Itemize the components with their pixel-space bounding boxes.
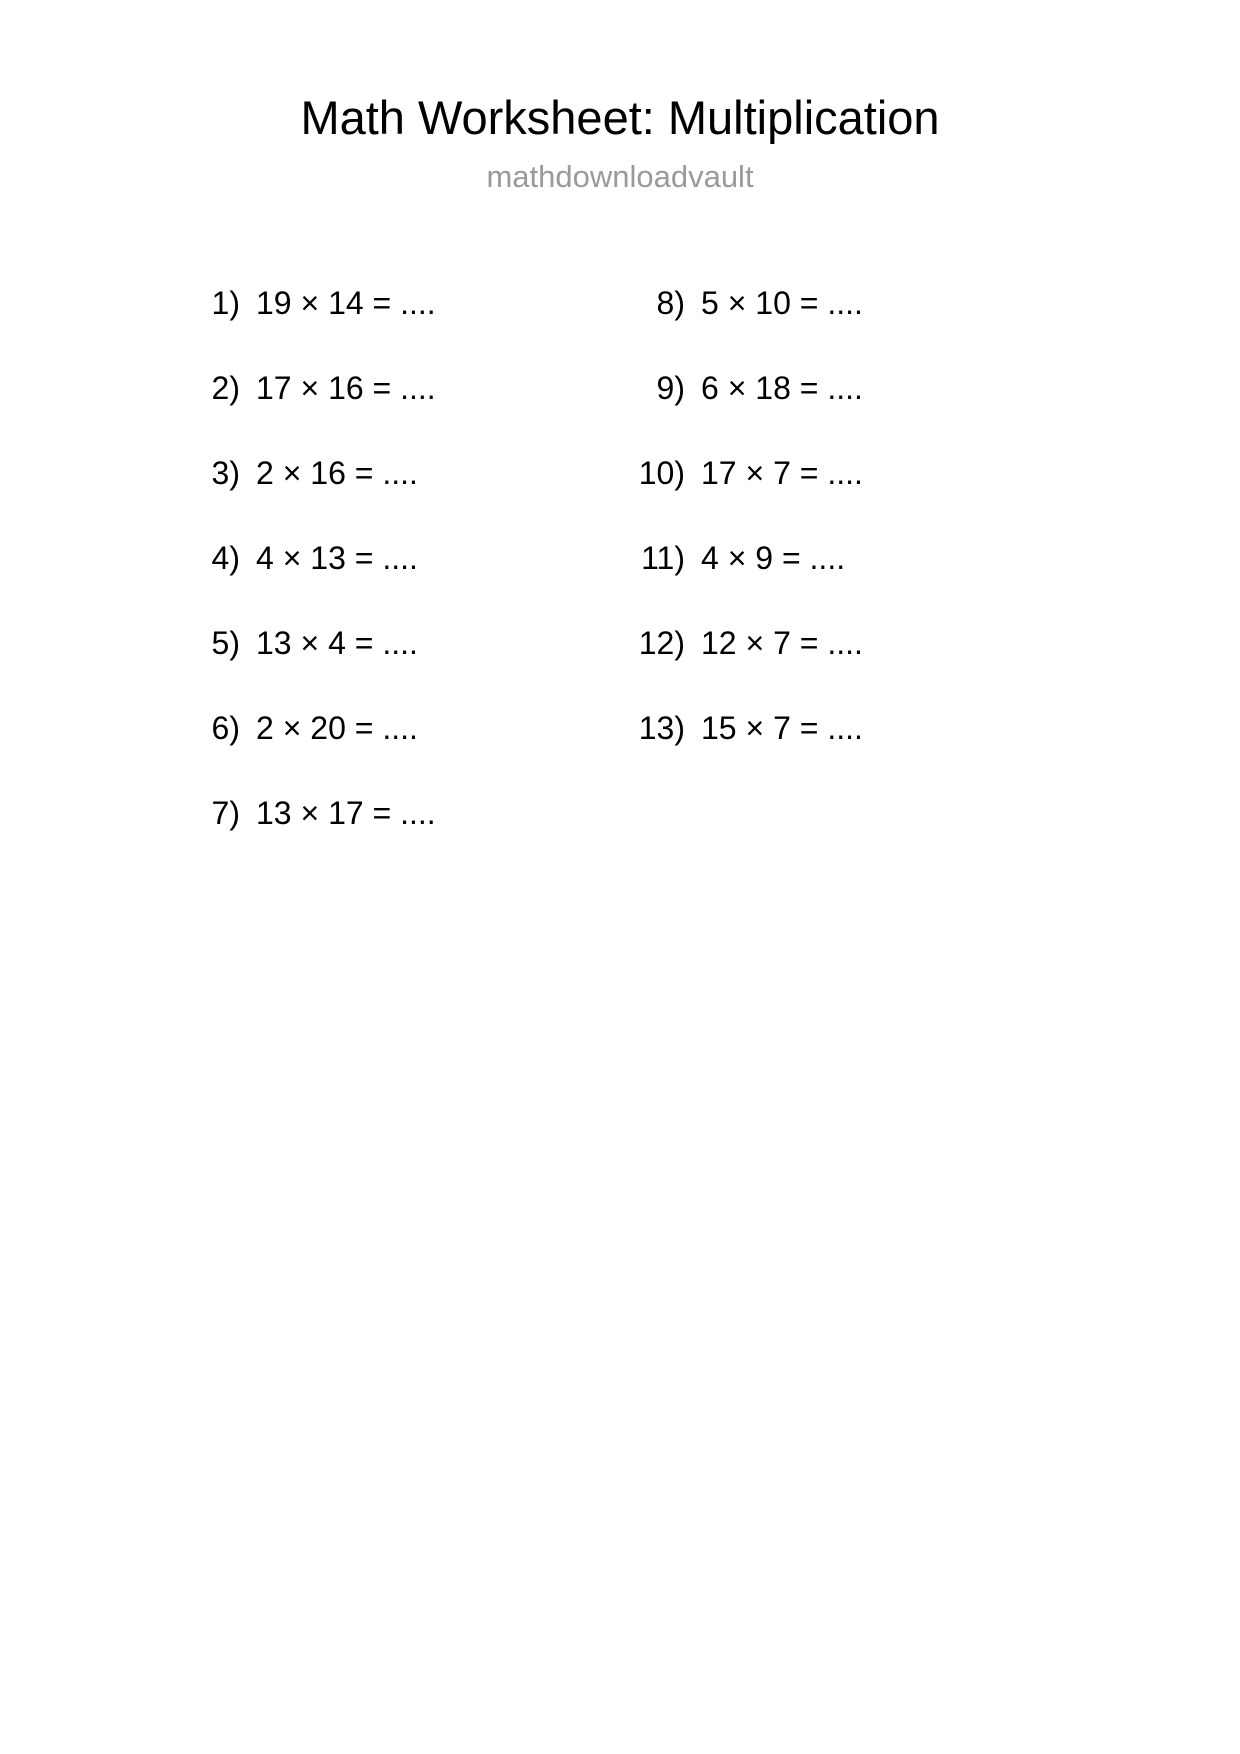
problem-number: 11): [641, 540, 685, 576]
problem-column-left: [178, 287, 623, 882]
problem-expression: 13 × 17 = ....: [256, 795, 436, 831]
problem-number: 7): [211, 795, 240, 831]
problem-expression: 5 × 10 = ....: [701, 285, 863, 321]
problem-number: 10): [638, 455, 685, 491]
problem-expression: 12 × 7 = ....: [701, 625, 863, 661]
problem-number: 13): [638, 710, 685, 746]
problem-item: [178, 372, 623, 457]
problem-number: 9): [656, 370, 685, 406]
problem-item: [623, 457, 1073, 542]
problem-expression: 17 × 7 = ....: [701, 455, 863, 491]
problem-expression: 17 × 16 = ....: [256, 370, 436, 406]
problem-columns: [0, 287, 1240, 882]
problem-number: 8): [656, 285, 685, 321]
problem-number: 3): [211, 455, 240, 491]
problem-item: [623, 542, 1073, 627]
problem-item: [178, 287, 623, 372]
problem-number: 12): [638, 625, 685, 661]
page-subtitle: mathdownloadvault: [486, 159, 754, 194]
problem-item: [178, 712, 623, 797]
problem-expression: 2 × 16 = ....: [256, 455, 418, 491]
problem-item: [178, 797, 623, 882]
problem-item: [623, 287, 1073, 372]
problem-expression: 19 × 14 = ....: [256, 285, 436, 321]
problem-number: 4): [211, 540, 240, 576]
problem-expression: 13 × 4 = ....: [256, 625, 418, 661]
problem-number: 2): [211, 370, 240, 406]
problem-number: 6): [211, 710, 240, 746]
problem-expression: 2 × 20 = ....: [256, 710, 418, 746]
problem-column-right: [623, 287, 1073, 797]
page-title: Math Worksheet: Multiplication: [300, 91, 940, 144]
problem-expression: 4 × 13 = ....: [256, 540, 418, 576]
problem-item: [623, 712, 1073, 797]
problem-expression: 15 × 7 = ....: [701, 710, 863, 746]
problem-item: [623, 627, 1073, 712]
problem-expression: 6 × 18 = ....: [701, 370, 863, 406]
problem-item: [178, 457, 623, 542]
problem-item: [623, 372, 1073, 457]
problem-number: 1): [211, 285, 240, 321]
problem-expression: 4 × 9 = ....: [701, 540, 846, 576]
problem-number: 5): [211, 625, 240, 661]
problem-item: [178, 542, 623, 627]
problem-item: [178, 627, 623, 712]
